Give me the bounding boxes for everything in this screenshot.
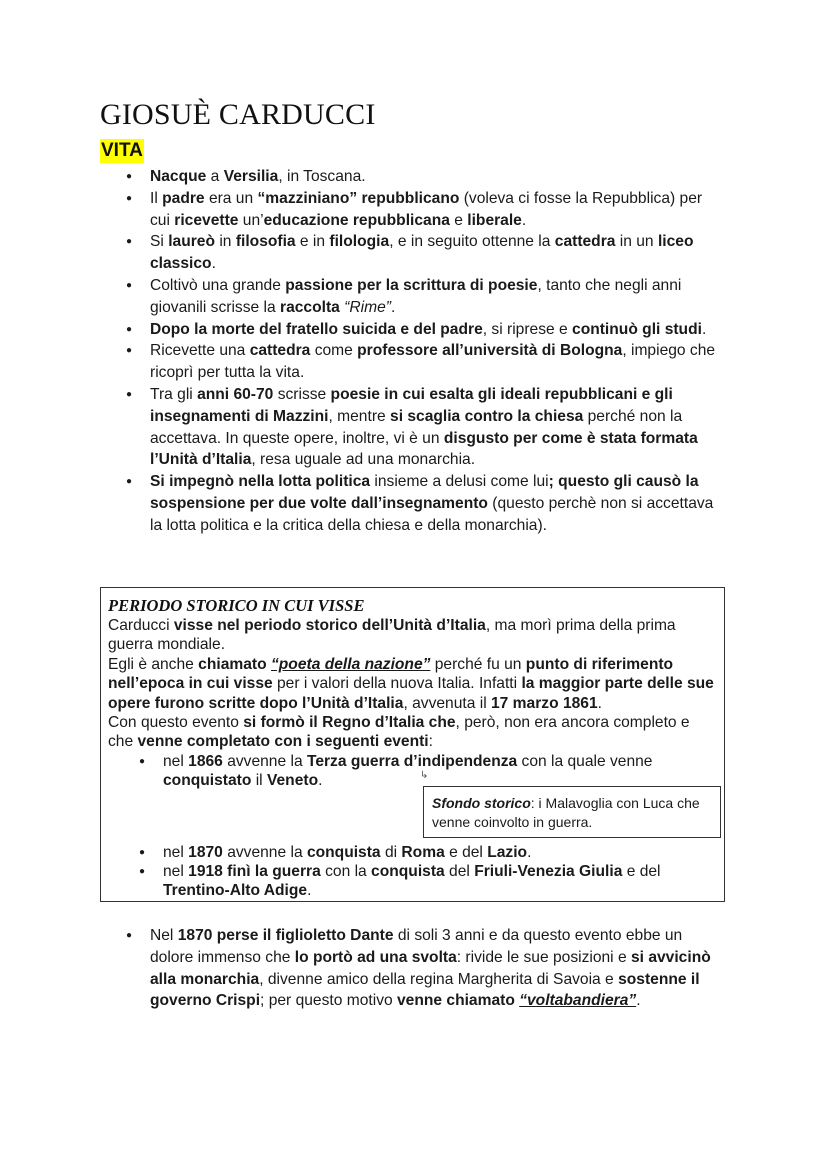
text-run: continuò gli studi: [572, 320, 702, 338]
final-bullet-list: [126, 925, 726, 1012]
text-run: conquista: [306, 843, 381, 861]
text-run: un’: [238, 211, 264, 229]
text-run: .: [307, 882, 312, 900]
text-run: cattedra: [249, 342, 311, 360]
text-run: Si impegnò nella lotta politica: [150, 473, 371, 491]
text-run: padre: [162, 189, 205, 207]
text-run: Nel: [150, 927, 178, 944]
text-run: laureò: [168, 233, 215, 251]
list-item: [139, 752, 699, 791]
text-run: avvenne la: [222, 752, 307, 770]
text-run: per i valori della nuova Italia. Infatti: [272, 675, 522, 693]
text-run: era un: [204, 189, 258, 207]
text-run: nel: [163, 752, 189, 770]
box-paragraph: [108, 616, 716, 655]
text-run: , in Toscana.: [278, 168, 366, 185]
text-run: 1870: [188, 843, 223, 861]
text-run: (voleva ci fosse la Repubblica) per cui: [150, 189, 703, 229]
text-run: , avvenuta il: [403, 694, 491, 712]
text-run: perché non la accettava. In queste opere, inoltre, vi è un: [150, 407, 683, 447]
list-item: [126, 319, 726, 341]
text-run: si formò il Regno d’Italia che: [243, 714, 456, 732]
box-title: PERIODO STORICO IN CUI VISSE: [108, 596, 365, 615]
text-run: con la quale venne: [517, 752, 653, 770]
text-run: , impiego che ricoprì per tutta la vita.: [150, 342, 716, 382]
text-run: visse nel periodo storico dell’Unità d’Italia: [173, 617, 486, 634]
text-run: , però, non era ancora completo e che: [108, 714, 690, 751]
text-run: chiamato: [198, 655, 267, 673]
text-run: Carducci: [108, 617, 174, 634]
text-run: “poeta della nazione”: [270, 655, 431, 673]
text-run: 1918 finì la guerra: [188, 863, 321, 881]
text-run: scrisse: [273, 385, 331, 403]
text-run: avvenne la: [222, 843, 307, 861]
text-run: 1866: [188, 752, 223, 770]
text-run: nel: [163, 843, 189, 861]
text-run: si avvicinò alla monarchia: [150, 948, 711, 988]
text-run: .: [521, 211, 527, 229]
text-run: Ricevette una: [150, 342, 250, 360]
text-run: ; per questo motivo: [260, 992, 397, 1010]
text-run: “Rime”: [344, 298, 391, 316]
text-run: punto di riferimento nell’epoca in cui visse: [108, 655, 674, 693]
text-run: .: [211, 255, 216, 273]
text-run: ; questo gli causò la sospensione per due volte dall’insegnamento: [150, 473, 699, 512]
text-run: Nacque: [150, 168, 207, 185]
text-run: ricevette: [174, 211, 239, 229]
text-run: filologia: [329, 233, 390, 251]
text-run: e del: [444, 843, 488, 861]
events-bullet-list-continued: [139, 843, 699, 901]
text-run: lo portò ad una svolta: [294, 948, 457, 966]
text-run: nel: [163, 863, 189, 881]
box-paragraph: [108, 655, 716, 713]
list-item: [126, 471, 726, 536]
text-run: , divenne amico della regina Margherita di Savoia e: [259, 970, 619, 988]
text-run: Versilia: [223, 168, 279, 185]
text-run: 17 marzo 1861: [491, 694, 598, 712]
text-run: venne chiamato: [397, 992, 515, 1010]
text-run: perché fu un: [430, 655, 526, 673]
text-run: Veneto: [266, 772, 319, 790]
text-run: , e in seguito ottenne la: [389, 233, 555, 251]
text-run: disgusto per come è stata formata l’Unità d’Italia: [150, 429, 698, 469]
text-run: , tanto che negli anni giovanili scrisse la: [150, 276, 682, 316]
section-heading-vita: VITA: [101, 140, 143, 161]
list-item: [126, 188, 726, 232]
text-run: professore all’università di Bologna: [357, 342, 623, 360]
text-run: in: [215, 233, 236, 251]
text-run: insieme a delusi come lui: [370, 473, 549, 491]
text-run: : i Malavoglia con Luca che venne coinvolto in guerra.: [432, 795, 700, 830]
text-run: , mentre: [328, 407, 391, 425]
text-run: Il: [150, 189, 163, 207]
text-run: e: [449, 211, 468, 229]
text-run: : rivide le sue posizioni e: [456, 948, 631, 966]
text-run: conquista: [371, 863, 445, 881]
text-run: con la: [320, 863, 372, 881]
text-run: di: [380, 843, 402, 861]
text-run: filosofia: [235, 233, 296, 251]
text-run: la maggior parte delle sue opere furono scritte dopo l’Unità d’Italia: [108, 675, 714, 712]
text-run: liceo classico: [150, 233, 694, 273]
text-run: , si riprese e: [482, 320, 573, 338]
list-item: [126, 384, 726, 471]
text-run: Egli è anche: [108, 655, 199, 673]
text-run: .: [636, 992, 641, 1010]
list-item: [126, 925, 726, 1012]
text-run: 1870 perse il figlioletto Dante: [177, 927, 394, 944]
text-run: e in: [295, 233, 330, 251]
text-run: si scaglia contro la chiesa: [390, 407, 584, 425]
list-item: [126, 275, 726, 319]
text-run: Sfondo storico: [432, 795, 531, 811]
text-run: Friuli-Venezia Giulia: [474, 863, 623, 881]
historical-period-box: [100, 587, 725, 902]
comment-anchor-icon: ↳: [420, 770, 429, 781]
text-run: educazione repubblicana: [263, 211, 450, 229]
text-run: cattedra: [554, 233, 616, 251]
text-run: “mazziniano” repubblicano: [257, 189, 460, 207]
text-run: il: [251, 772, 267, 790]
vita-bullet-list: [126, 166, 726, 537]
events-bullet-list: [139, 752, 699, 791]
text-run: .: [597, 694, 602, 712]
text-run: Si: [150, 233, 169, 251]
side-note-box: [423, 786, 721, 838]
text-run: e del: [622, 863, 661, 881]
text-run: .: [318, 772, 323, 790]
text-run: sostenne il governo Crispi: [150, 970, 700, 1010]
text-run: di soli 3 anni e da questo evento ebbe un dolore immenso che: [150, 927, 683, 966]
text-run: “voltabandiera”: [519, 992, 637, 1010]
text-run: Lazio: [487, 843, 528, 861]
text-run: raccolta: [280, 298, 340, 316]
box-paragraph: [108, 713, 716, 752]
text-run: Con questo evento: [108, 714, 244, 732]
text-run: , resa uguale ad una monarchia.: [251, 451, 476, 469]
text-run: in un: [615, 233, 658, 251]
text-run: , ma morì prima della prima guerra mondiale.: [108, 617, 676, 654]
list-item: [139, 862, 699, 901]
text-run: a: [206, 168, 224, 185]
text-run: come: [310, 342, 358, 360]
text-run: (questo perchè non si accettava la lotta politica e la critica della chiesa e della monarchia).: [150, 494, 714, 534]
text-run: del: [444, 863, 475, 881]
text-run: Dopo la morte del fratello suicida e del padre: [150, 320, 483, 338]
text-run: venne completato con i seguenti eventi: [137, 733, 429, 751]
list-item: [139, 843, 699, 862]
text-run: Tra gli: [150, 385, 198, 403]
text-run: poesie in cui esalta gli ideali repubblicani e gli insegnamenti di Mazzini: [150, 385, 673, 425]
text-run: Trentino-Alto Adige: [163, 882, 308, 900]
list-item: [126, 166, 726, 188]
text-run: conquistato: [163, 772, 252, 790]
text-run: .: [701, 320, 707, 338]
text-run: anni 60-70: [197, 385, 274, 403]
text-run: .: [390, 298, 396, 316]
text-run: Coltivò una grande: [150, 276, 286, 294]
list-item: [126, 231, 726, 275]
page-title: GIOSUÈ CARDUCCI: [100, 98, 376, 131]
text-run: .: [527, 843, 532, 861]
text-run: liberale: [467, 211, 522, 229]
list-item: [126, 340, 726, 384]
text-run: Roma: [401, 843, 445, 861]
text-run: passione per la scrittura di poesie: [285, 276, 538, 294]
text-run: Terza guerra d’indipendenza: [306, 752, 518, 770]
text-run: :: [428, 733, 433, 751]
